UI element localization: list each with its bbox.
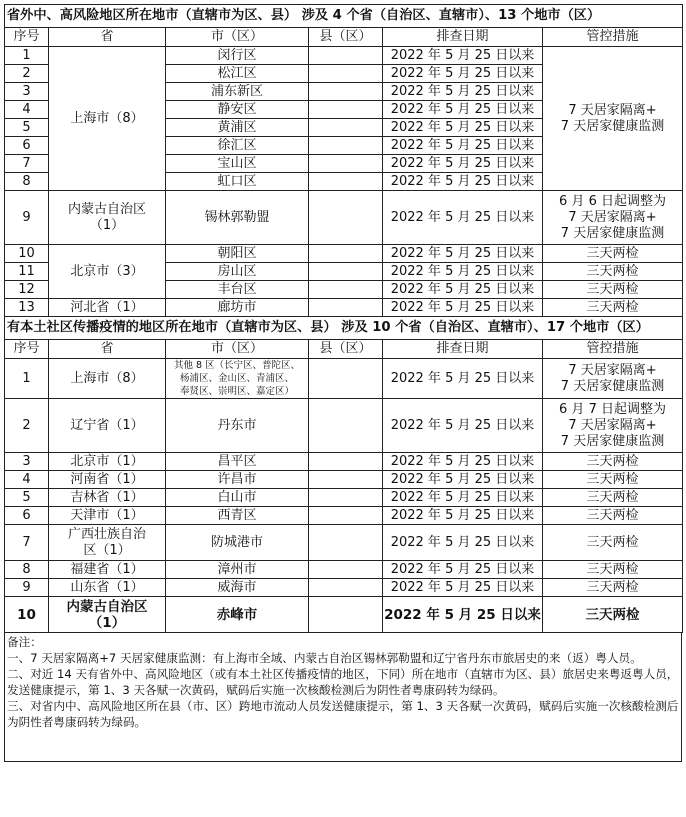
city-cell: 赤峰市 [166, 597, 309, 633]
measure-cell: 三天两检 [543, 471, 683, 489]
row-number: 9 [5, 191, 49, 245]
measure-cell: 三天两检 [543, 489, 683, 507]
row-number: 7 [5, 155, 49, 173]
county-cell [309, 281, 383, 299]
date-cell: 2022 年 5 月 25 日以来 [383, 489, 543, 507]
row-number: 5 [5, 119, 49, 137]
date-cell: 2022 年 5 月 25 日以来 [383, 83, 543, 101]
province-cell: 山东省（1） [49, 579, 166, 597]
city-cell: 许昌市 [166, 471, 309, 489]
notes-box [4, 633, 682, 762]
date-cell: 2022 年 5 月 25 日以来 [383, 191, 543, 245]
city-cell: 丰台区 [166, 281, 309, 299]
county-cell [309, 399, 383, 453]
measure-cell: 6 月 6 日起调整为 7 天居家隔离+ 7 天居家健康监测 [543, 191, 683, 245]
header-county: 县（区） [309, 28, 383, 47]
city-cell: 松江区 [166, 65, 309, 83]
notes-heading: 备注： [7, 635, 42, 649]
header-date: 排查日期 [383, 340, 543, 359]
table-row [5, 191, 683, 245]
date-cell: 2022 年 5 月 25 日以来 [383, 119, 543, 137]
city-cell: 朝阳区 [166, 245, 309, 263]
county-cell [309, 507, 383, 525]
table-row [5, 507, 683, 525]
county-cell [309, 579, 383, 597]
header-no: 序号 [5, 28, 49, 47]
city-cell: 廊坊市 [166, 299, 309, 317]
measure-cell: 三天两检 [543, 561, 683, 579]
date-cell: 2022 年 5 月 25 日以来 [383, 245, 543, 263]
measure-cell: 6 月 7 日起调整为 7 天居家隔离+ 7 天居家健康监测 [543, 399, 683, 453]
measure-cell: 三天两检 [543, 245, 683, 263]
table-row [5, 359, 683, 399]
row-number: 2 [5, 65, 49, 83]
table-row [5, 399, 683, 453]
county-cell [309, 359, 383, 399]
date-cell: 2022 年 5 月 25 日以来 [383, 65, 543, 83]
row-number: 13 [5, 299, 49, 317]
table-row [5, 471, 683, 489]
date-cell: 2022 年 5 月 25 日以来 [383, 137, 543, 155]
province-cell: 福建省（1） [49, 561, 166, 579]
city-cell: 西青区 [166, 507, 309, 525]
city-cell: 闵行区 [166, 47, 309, 65]
city-cell: 漳州市 [166, 561, 309, 579]
table-row [5, 245, 683, 263]
measure-cell: 三天两检 [543, 263, 683, 281]
city-cell: 浦东新区 [166, 83, 309, 101]
county-cell [309, 597, 383, 633]
date-cell: 2022 年 5 月 25 日以来 [383, 47, 543, 65]
measure-cell: 7 天居家隔离+ 7 天居家健康监测 [543, 47, 683, 191]
row-number: 2 [5, 399, 49, 453]
row-number: 3 [5, 83, 49, 101]
table-row [5, 525, 683, 561]
header-date: 排查日期 [383, 28, 543, 47]
measure-cell: 7 天居家隔离+ 7 天居家健康监测 [543, 359, 683, 399]
county-cell [309, 489, 383, 507]
note-item: 二、对近 14 天有省外中、高风险地区（或有本土社区传播疫情的地区，下同）所在地市（直辖市为区、县）旅居史来粤返粤人员，发送健康提示，第 1、3 天各赋一次黄码，赋码后实施一次核酸检测后为阴性者粤康码转为绿码。 [7, 667, 679, 697]
county-cell [309, 263, 383, 281]
header-province: 省 [49, 28, 166, 47]
city-cell: 虹口区 [166, 173, 309, 191]
header-province: 省 [49, 340, 166, 359]
county-cell [309, 83, 383, 101]
header-measure: 管控措施 [543, 28, 683, 47]
row-number: 12 [5, 281, 49, 299]
county-cell [309, 561, 383, 579]
row-number: 11 [5, 263, 49, 281]
date-cell: 2022 年 5 月 25 日以来 [383, 561, 543, 579]
province-cell: 上海市（8） [49, 47, 166, 191]
row-number: 6 [5, 137, 49, 155]
city-cell: 防城港市 [166, 525, 309, 561]
date-cell: 2022 年 5 月 25 日以来 [383, 299, 543, 317]
row-number: 4 [5, 471, 49, 489]
county-cell [309, 47, 383, 65]
province-cell: 吉林省（1） [49, 489, 166, 507]
measure-cell: 三天两检 [543, 597, 683, 633]
province-cell: 辽宁省（1） [49, 399, 166, 453]
date-cell: 2022 年 5 月 25 日以来 [383, 525, 543, 561]
measure-cell: 三天两检 [543, 453, 683, 471]
measure-cell: 三天两检 [543, 579, 683, 597]
section1-header-row [5, 28, 683, 47]
measure-cell: 三天两检 [543, 507, 683, 525]
date-cell: 2022 年 5 月 25 日以来 [383, 507, 543, 525]
row-number: 6 [5, 507, 49, 525]
county-cell [309, 65, 383, 83]
date-cell: 2022 年 5 月 25 日以来 [383, 155, 543, 173]
table-row [5, 47, 683, 65]
section1-title-row [5, 5, 683, 28]
header-county: 县（区） [309, 340, 383, 359]
county-cell [309, 525, 383, 561]
county-cell [309, 101, 383, 119]
province-cell: 上海市（8） [49, 359, 166, 399]
table-row [5, 489, 683, 507]
province-cell: 内蒙古自治区 （1） [49, 597, 166, 633]
row-number: 9 [5, 579, 49, 597]
province-cell: 内蒙古自治区 （1） [49, 191, 166, 245]
date-cell: 2022 年 5 月 25 日以来 [383, 263, 543, 281]
province-cell: 北京市（3） [49, 245, 166, 299]
measure-cell: 三天两检 [543, 281, 683, 299]
row-number: 5 [5, 489, 49, 507]
measure-cell: 三天两检 [543, 525, 683, 561]
section2-header-row [5, 340, 683, 359]
table-row [5, 597, 683, 633]
city-cell: 昌平区 [166, 453, 309, 471]
row-number: 8 [5, 561, 49, 579]
header-measure: 管控措施 [543, 340, 683, 359]
city-cell: 威海市 [166, 579, 309, 597]
date-cell: 2022 年 5 月 25 日以来 [383, 173, 543, 191]
province-cell: 北京市（1） [49, 453, 166, 471]
county-cell [309, 119, 383, 137]
note-item: 三、对省内中、高风险地区所在县（市、区）跨地市流动人员发送健康提示，第 1、3 天各赋一次黄码，赋码后实施一次核酸检测后为阴性者粤康码转为绿码。 [7, 699, 679, 729]
date-cell: 2022 年 5 月 25 日以来 [383, 453, 543, 471]
province-cell: 河南省（1） [49, 471, 166, 489]
county-cell [309, 471, 383, 489]
county-cell [309, 245, 383, 263]
city-cell: 黄浦区 [166, 119, 309, 137]
city-cell: 静安区 [166, 101, 309, 119]
county-cell [309, 155, 383, 173]
table-row [5, 579, 683, 597]
date-cell: 2022 年 5 月 25 日以来 [383, 399, 543, 453]
date-cell: 2022 年 5 月 25 日以来 [383, 597, 543, 633]
table-row [5, 453, 683, 471]
city-cell: 其他 8 区（长宁区、普陀区、 杨浦区、金山区、青浦区、 奉贤区、崇明区、嘉定区） [166, 359, 309, 399]
date-cell: 2022 年 5 月 25 日以来 [383, 579, 543, 597]
row-number: 10 [5, 597, 49, 633]
county-cell [309, 453, 383, 471]
section2-title-row [5, 317, 683, 340]
county-cell [309, 173, 383, 191]
city-cell: 徐汇区 [166, 137, 309, 155]
table-row [5, 561, 683, 579]
table-row [5, 299, 683, 317]
county-cell [309, 191, 383, 245]
header-no: 序号 [5, 340, 49, 359]
note-item: 一、7 天居家隔离+7 天居家健康监测：有上海市全域、内蒙古自治区锡林郭勒盟和辽宁省丹东市旅居史的来（返）粤人员。 [7, 651, 642, 665]
row-number: 1 [5, 359, 49, 399]
document-sheet [4, 4, 682, 762]
county-cell [309, 137, 383, 155]
county-cell [309, 299, 383, 317]
city-cell: 白山市 [166, 489, 309, 507]
city-cell: 丹东市 [166, 399, 309, 453]
row-number: 7 [5, 525, 49, 561]
row-number: 1 [5, 47, 49, 65]
row-number: 3 [5, 453, 49, 471]
city-cell: 锡林郭勒盟 [166, 191, 309, 245]
date-cell: 2022 年 5 月 25 日以来 [383, 359, 543, 399]
section1-title: 省外中、高风险地区所在地市（直辖市为区、县） 涉及 4 个省（自治区、直辖市）、13 个地市（区） [5, 5, 683, 28]
date-cell: 2022 年 5 月 25 日以来 [383, 101, 543, 119]
measure-cell: 三天两检 [543, 299, 683, 317]
row-number: 8 [5, 173, 49, 191]
header-city: 市（区） [166, 340, 309, 359]
province-cell: 河北省（1） [49, 299, 166, 317]
row-number: 10 [5, 245, 49, 263]
section2-title: 有本土社区传播疫情的地区所在地市（直辖市为区、县） 涉及 10 个省（自治区、直辖市）、17 个地市（区） [5, 317, 683, 340]
province-cell: 天津市（1） [49, 507, 166, 525]
city-cell: 房山区 [166, 263, 309, 281]
province-cell: 广西壮族自治 区（1） [49, 525, 166, 561]
header-city: 市（区） [166, 28, 309, 47]
risk-area-table [4, 4, 683, 633]
date-cell: 2022 年 5 月 25 日以来 [383, 471, 543, 489]
date-cell: 2022 年 5 月 25 日以来 [383, 281, 543, 299]
row-number: 4 [5, 101, 49, 119]
city-cell: 宝山区 [166, 155, 309, 173]
